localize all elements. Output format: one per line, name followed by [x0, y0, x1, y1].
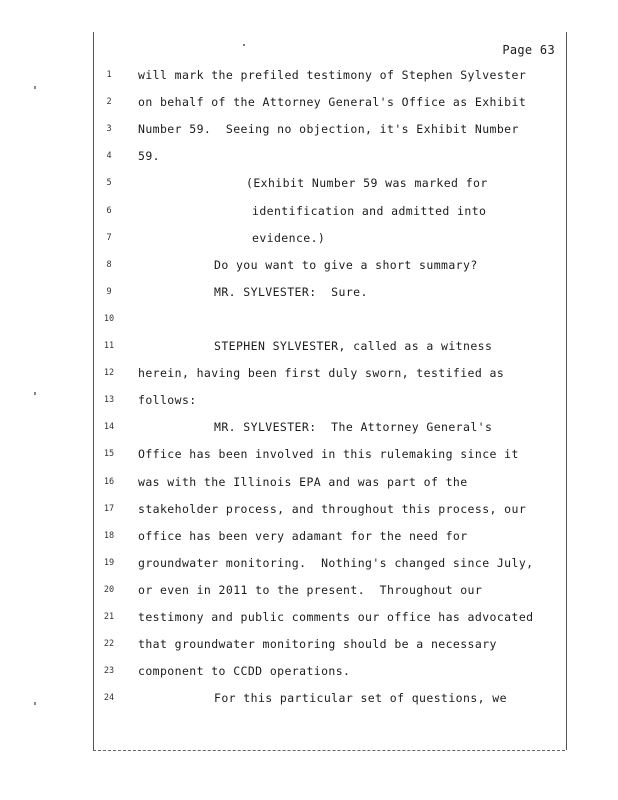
line-number: 23 [103, 666, 115, 676]
page-bottom-rule [93, 750, 565, 751]
transcript-line: stakeholder process, and throughout this process, our [138, 502, 527, 516]
hole-punch-mark-bottom [34, 702, 36, 705]
transcript-line: (Exhibit Number 59 was marked for [246, 176, 488, 190]
transcript-line: herein, having been first duly sworn, testified as [138, 366, 505, 380]
line-number: 19 [103, 558, 115, 568]
transcript-line: component to CCDD operations. [138, 664, 351, 678]
transcript-line: MR. SYLVESTER: The Attorney General's [214, 420, 493, 434]
transcript-line: identification and admitted into [252, 204, 487, 218]
transcript-line: MR. SYLVESTER: Sure. [214, 285, 368, 299]
transcript-line: that groundwater monitoring should be a necessary [138, 637, 497, 651]
line-number: 16 [103, 477, 115, 487]
line-number: 10 [103, 314, 115, 324]
page-number: Page 63 [502, 43, 555, 57]
transcript-line: will mark the prefiled testimony of Stephen Sylvester [138, 68, 527, 82]
transcript-line: evidence.) [252, 231, 326, 245]
line-number: 13 [103, 395, 115, 405]
transcript-line: testimony and public comments our office has advocated [138, 610, 534, 624]
transcript-line: Do you want to give a short summary? [214, 258, 478, 272]
scan-speck [243, 44, 245, 46]
line-number: 21 [103, 612, 115, 622]
line-number: 1 [106, 70, 112, 80]
transcript-line: office has been very adamant for the need for [138, 529, 468, 543]
line-number: 5 [106, 178, 112, 188]
transcript-line: Office has been involved in this rulemaking since it [138, 447, 519, 461]
transcript-line: Number 59. Seeing no objection, it's Exhibit Number [138, 122, 519, 136]
hole-punch-mark-top [34, 86, 36, 89]
transcript-line: groundwater monitoring. Nothing's changed since July, [138, 556, 534, 570]
line-number: 18 [103, 531, 115, 541]
transcript-line: or even in 2011 to the present. Throughout our [138, 583, 483, 597]
transcript-line: STEPHEN SYLVESTER, called as a witness [214, 339, 493, 353]
transcript-line: on behalf of the Attorney General's Office as Exhibit [138, 95, 527, 109]
line-number: 11 [103, 341, 115, 351]
transcript-line: For this particular set of questions, we [214, 691, 507, 705]
line-number: 8 [106, 260, 112, 270]
line-number: 22 [103, 639, 115, 649]
line-number: 9 [106, 287, 112, 297]
line-number: 17 [103, 504, 115, 514]
transcript-line: was with the Illinois EPA and was part of the [138, 475, 468, 489]
transcript-line: follows: [138, 393, 197, 407]
line-number: 24 [103, 693, 115, 703]
hole-punch-mark-middle [34, 392, 36, 395]
transcript-line: 59. [138, 149, 160, 163]
line-number: 2 [106, 97, 112, 107]
line-number: 4 [106, 151, 112, 161]
line-number: 15 [103, 449, 115, 459]
line-number: 6 [106, 206, 112, 216]
line-number: 3 [106, 124, 112, 134]
line-number: 7 [106, 233, 112, 243]
line-number: 20 [103, 585, 115, 595]
line-number: 14 [103, 422, 115, 432]
line-number: 12 [103, 368, 115, 378]
